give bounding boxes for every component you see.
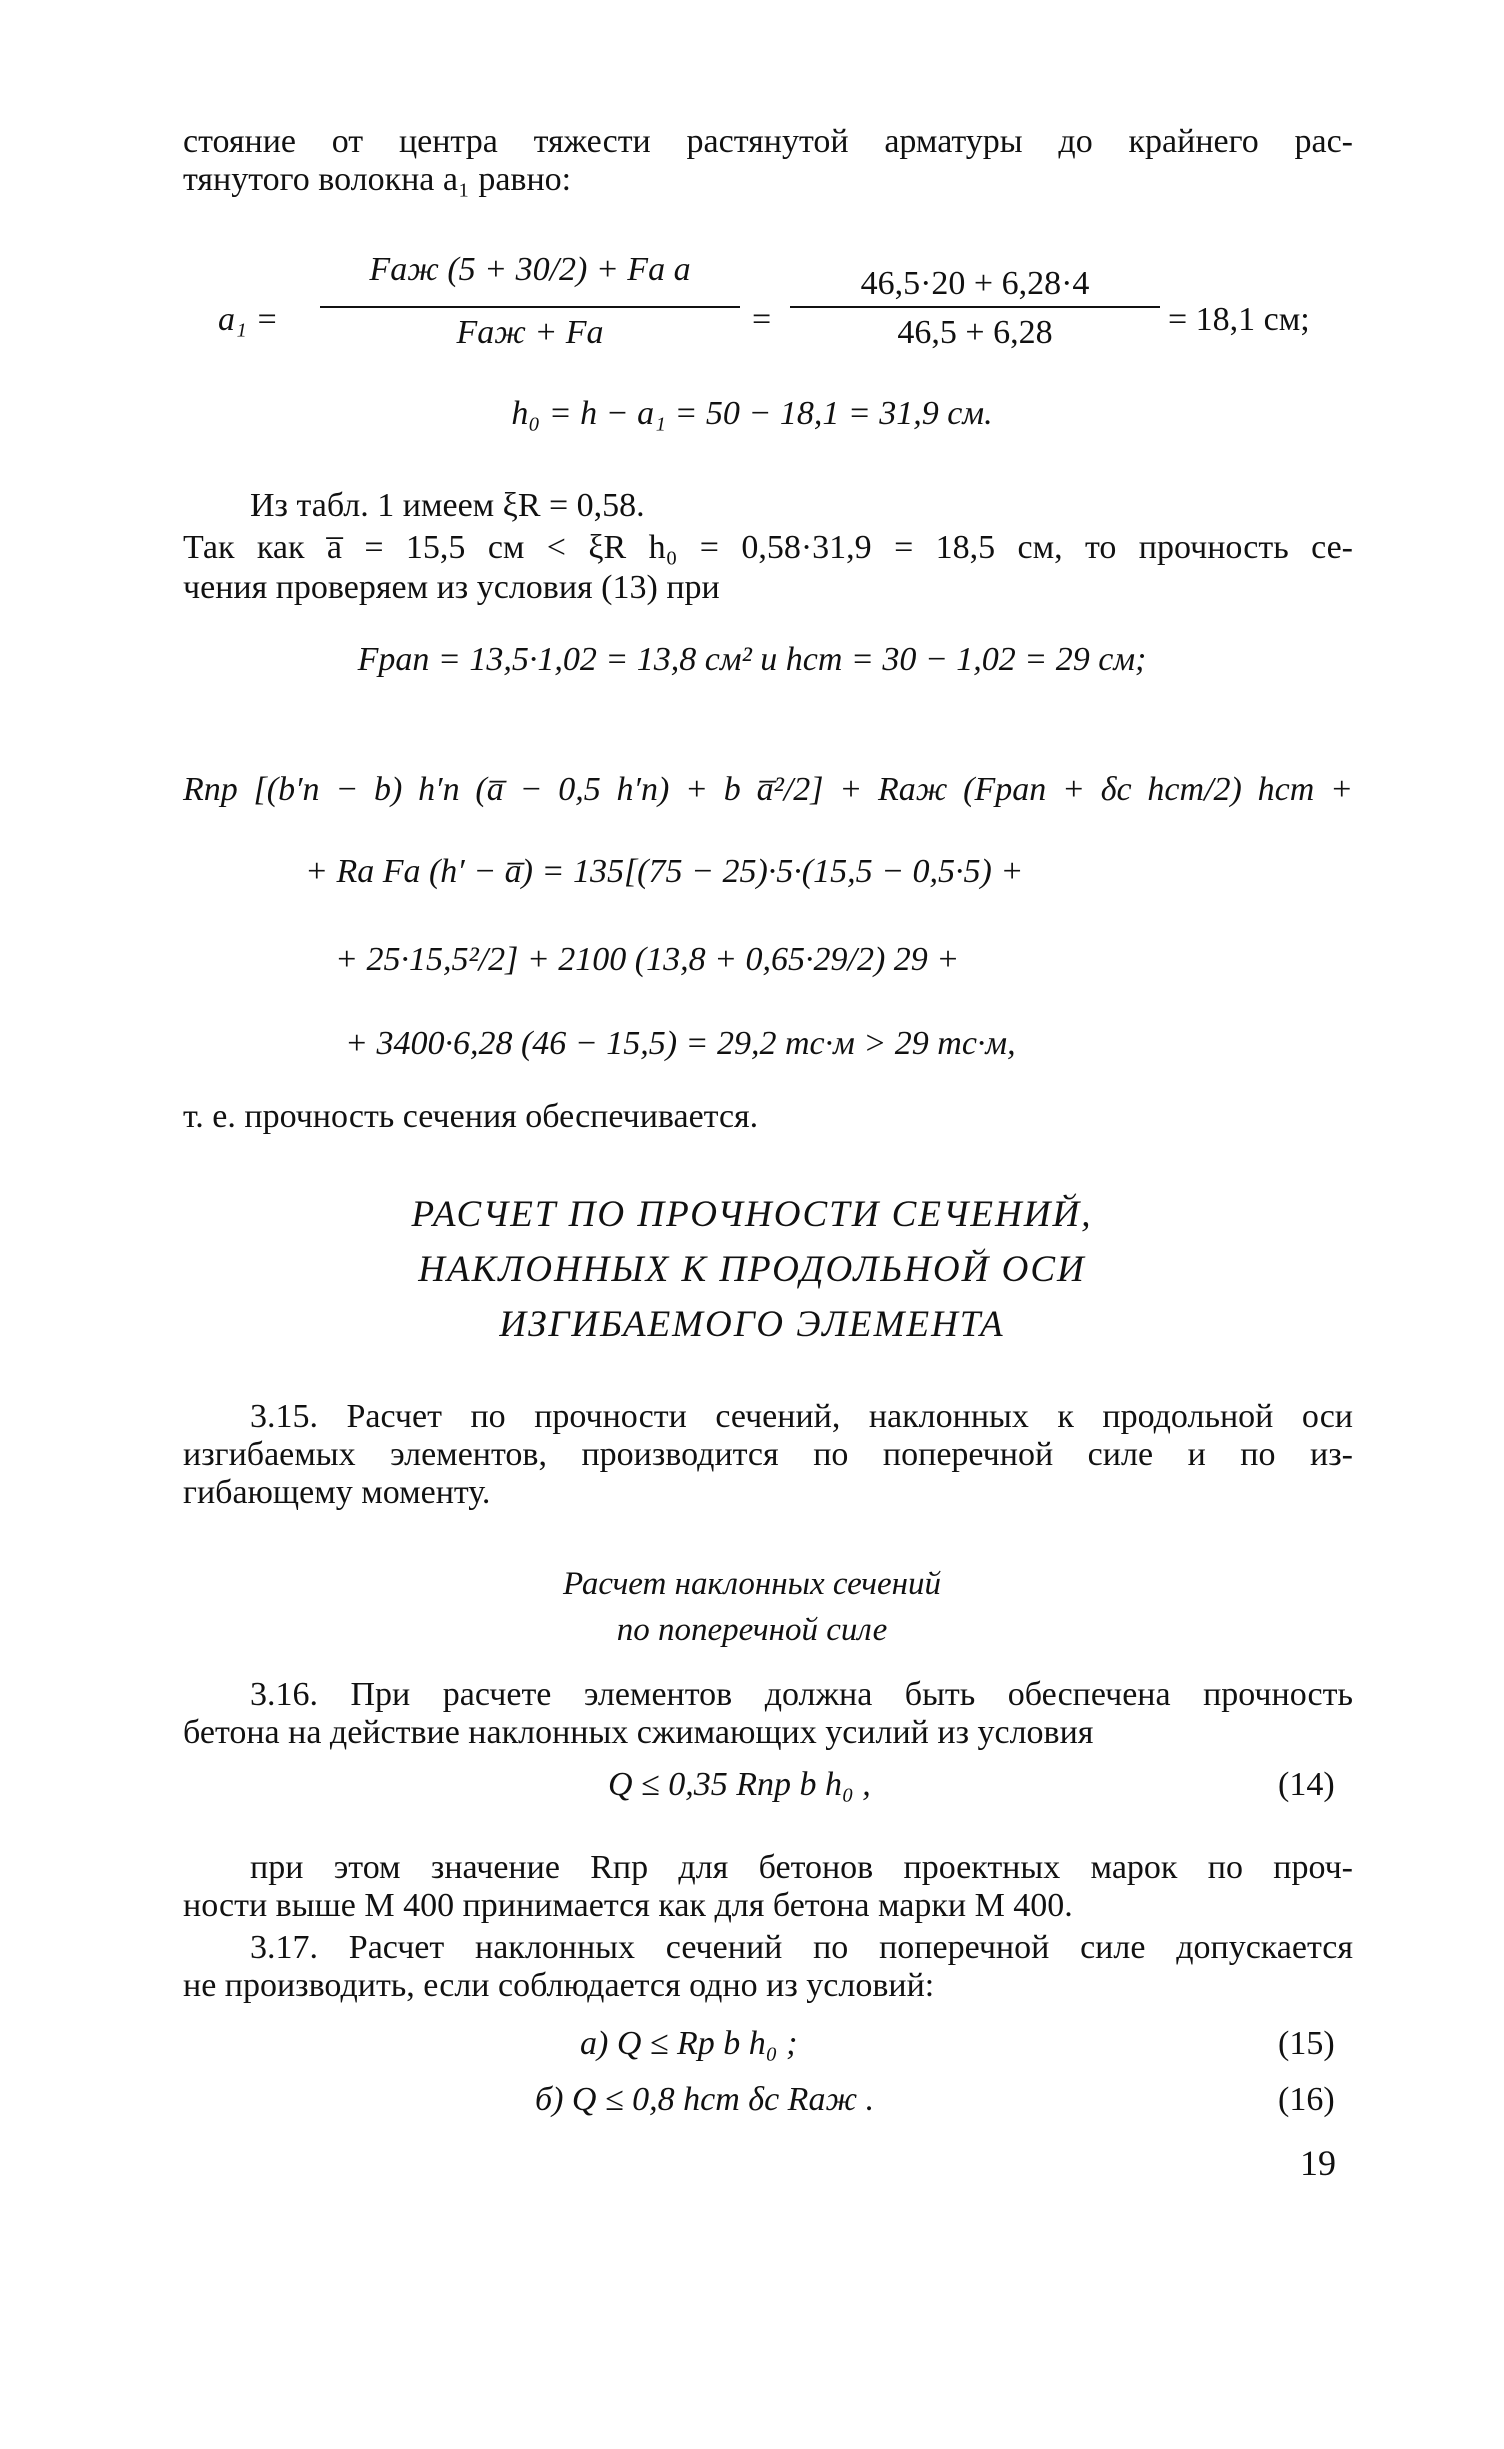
subheading-line-2: по поперечной силе (616, 1612, 888, 1648)
formula-a1-result: = 18,1 см; (1168, 301, 1310, 338)
equation-15-number: (15) (1278, 2025, 1335, 2062)
equation-14-number: (14) (1278, 1766, 1335, 1803)
condition-line-1: Так как a̅ = 15,5 см < ξR h₀ = 0,58·31,9 = 18,5 см, то прочность се- (183, 529, 1353, 566)
equation-16: б) Q ≤ 0,8 hст δс Rаж . (535, 2081, 875, 2118)
formula-a1-denominator-values: 46,5 + 6,28 (897, 314, 1053, 351)
formula-a1-eq: = (752, 301, 772, 338)
condition-line-2: чения проверяем из условия (13) при (183, 569, 720, 606)
para-3-15-line-3: гибающему моменту. (183, 1474, 491, 1511)
subheading-line-1: Расчет наклонных сечений (562, 1566, 942, 1602)
equation-14: Q ≤ 0,35 Rпр b h₀ , (608, 1766, 871, 1803)
para-rpr-line-2: ности выше М 400 принимается как для бетона марки М 400. (183, 1887, 1073, 1924)
para-3-16-line-1: 3.16. При расчете элементов должна быть обеспечена прочность (250, 1676, 1353, 1713)
para-3-16-line-2: бетона на действие наклонных сжимающих усилий из условия (183, 1714, 1094, 1751)
equation-15: а) Q ≤ Rр b h₀ ; (580, 2025, 798, 2062)
para-rpr-line-1: при этом значение Rпр для бетонов проектных марок по проч- (250, 1849, 1353, 1886)
section-heading-line-2: НАКЛОННЫХ К ПРОДОЛЬНОЙ ОСИ (418, 1249, 1086, 1290)
para-3-15-line-2: изгибаемых элементов, производится по поперечной силе и по из- (183, 1436, 1353, 1473)
equation-16-number: (16) (1278, 2081, 1335, 2118)
formula-fap: Fрап = 13,5·1,02 = 13,8 см² и hст = 30 − 1,02 = 29 см; (357, 641, 1147, 678)
para-3-17-line-1: 3.17. Расчет наклонных сечений по поперечной силе допускается (250, 1929, 1353, 1966)
section-heading-line-3: ИЗГИБАЕМОГО ЭЛЕМЕНТА (499, 1304, 1005, 1345)
formula-a1-bar-values (790, 306, 1160, 308)
para-3-15-line-1: 3.15. Расчет по прочности сечений, наклонных к продольной оси (250, 1398, 1353, 1435)
page-number: 19 (1300, 2143, 1336, 2183)
formula-a1-denominator: Fаж + Fа (456, 314, 604, 351)
intro-line-1: стояние от центра тяжести растянутой арматуры до крайнего рас- (183, 123, 1353, 160)
formula-a1-numerator-values: 46,5·20 + 6,28·4 (860, 265, 1090, 302)
big-formula-line-3: + 25·15,5²/2] + 2100 (13,8 + 0,65·29/2) 29 + (335, 941, 960, 978)
formula-a1-bar (320, 306, 740, 308)
big-formula-line-1: Rпр [(b′п − b) h′п (a̅ − 0,5 h′п) + b a̅²/2] + Rаж (Fрап + δс hст/2) hст + (183, 771, 1353, 808)
table-reference: Из табл. 1 имеем ξR = 0,58. (250, 487, 645, 524)
intro-line-2: тянутого волокна a₁ равно: (183, 161, 572, 198)
section-heading-line-1: РАСЧЕТ ПО ПРОЧНОСТИ СЕЧЕНИЙ, (411, 1194, 1093, 1235)
formula-a1-lhs: a₁ = (218, 301, 279, 338)
para-3-17-line-2: не производить, если соблюдается одно из условий: (183, 1967, 935, 2004)
conclusion: т. е. прочность сечения обеспечивается. (183, 1098, 759, 1135)
formula-h0: h₀ = h − a₁ = 50 − 18,1 = 31,9 см. (511, 395, 993, 432)
big-formula-line-4: + 3400·6,28 (46 − 15,5) = 29,2 тс·м > 29 тс·м, (345, 1025, 1016, 1062)
big-formula-line-2: + Rа Fа (h′ − a̅) = 135[(75 − 25)·5·(15,5 − 0,5·5) + (305, 853, 1024, 890)
formula-a1-numerator: Fаж (5 + 30/2) + Fа a (369, 251, 691, 288)
